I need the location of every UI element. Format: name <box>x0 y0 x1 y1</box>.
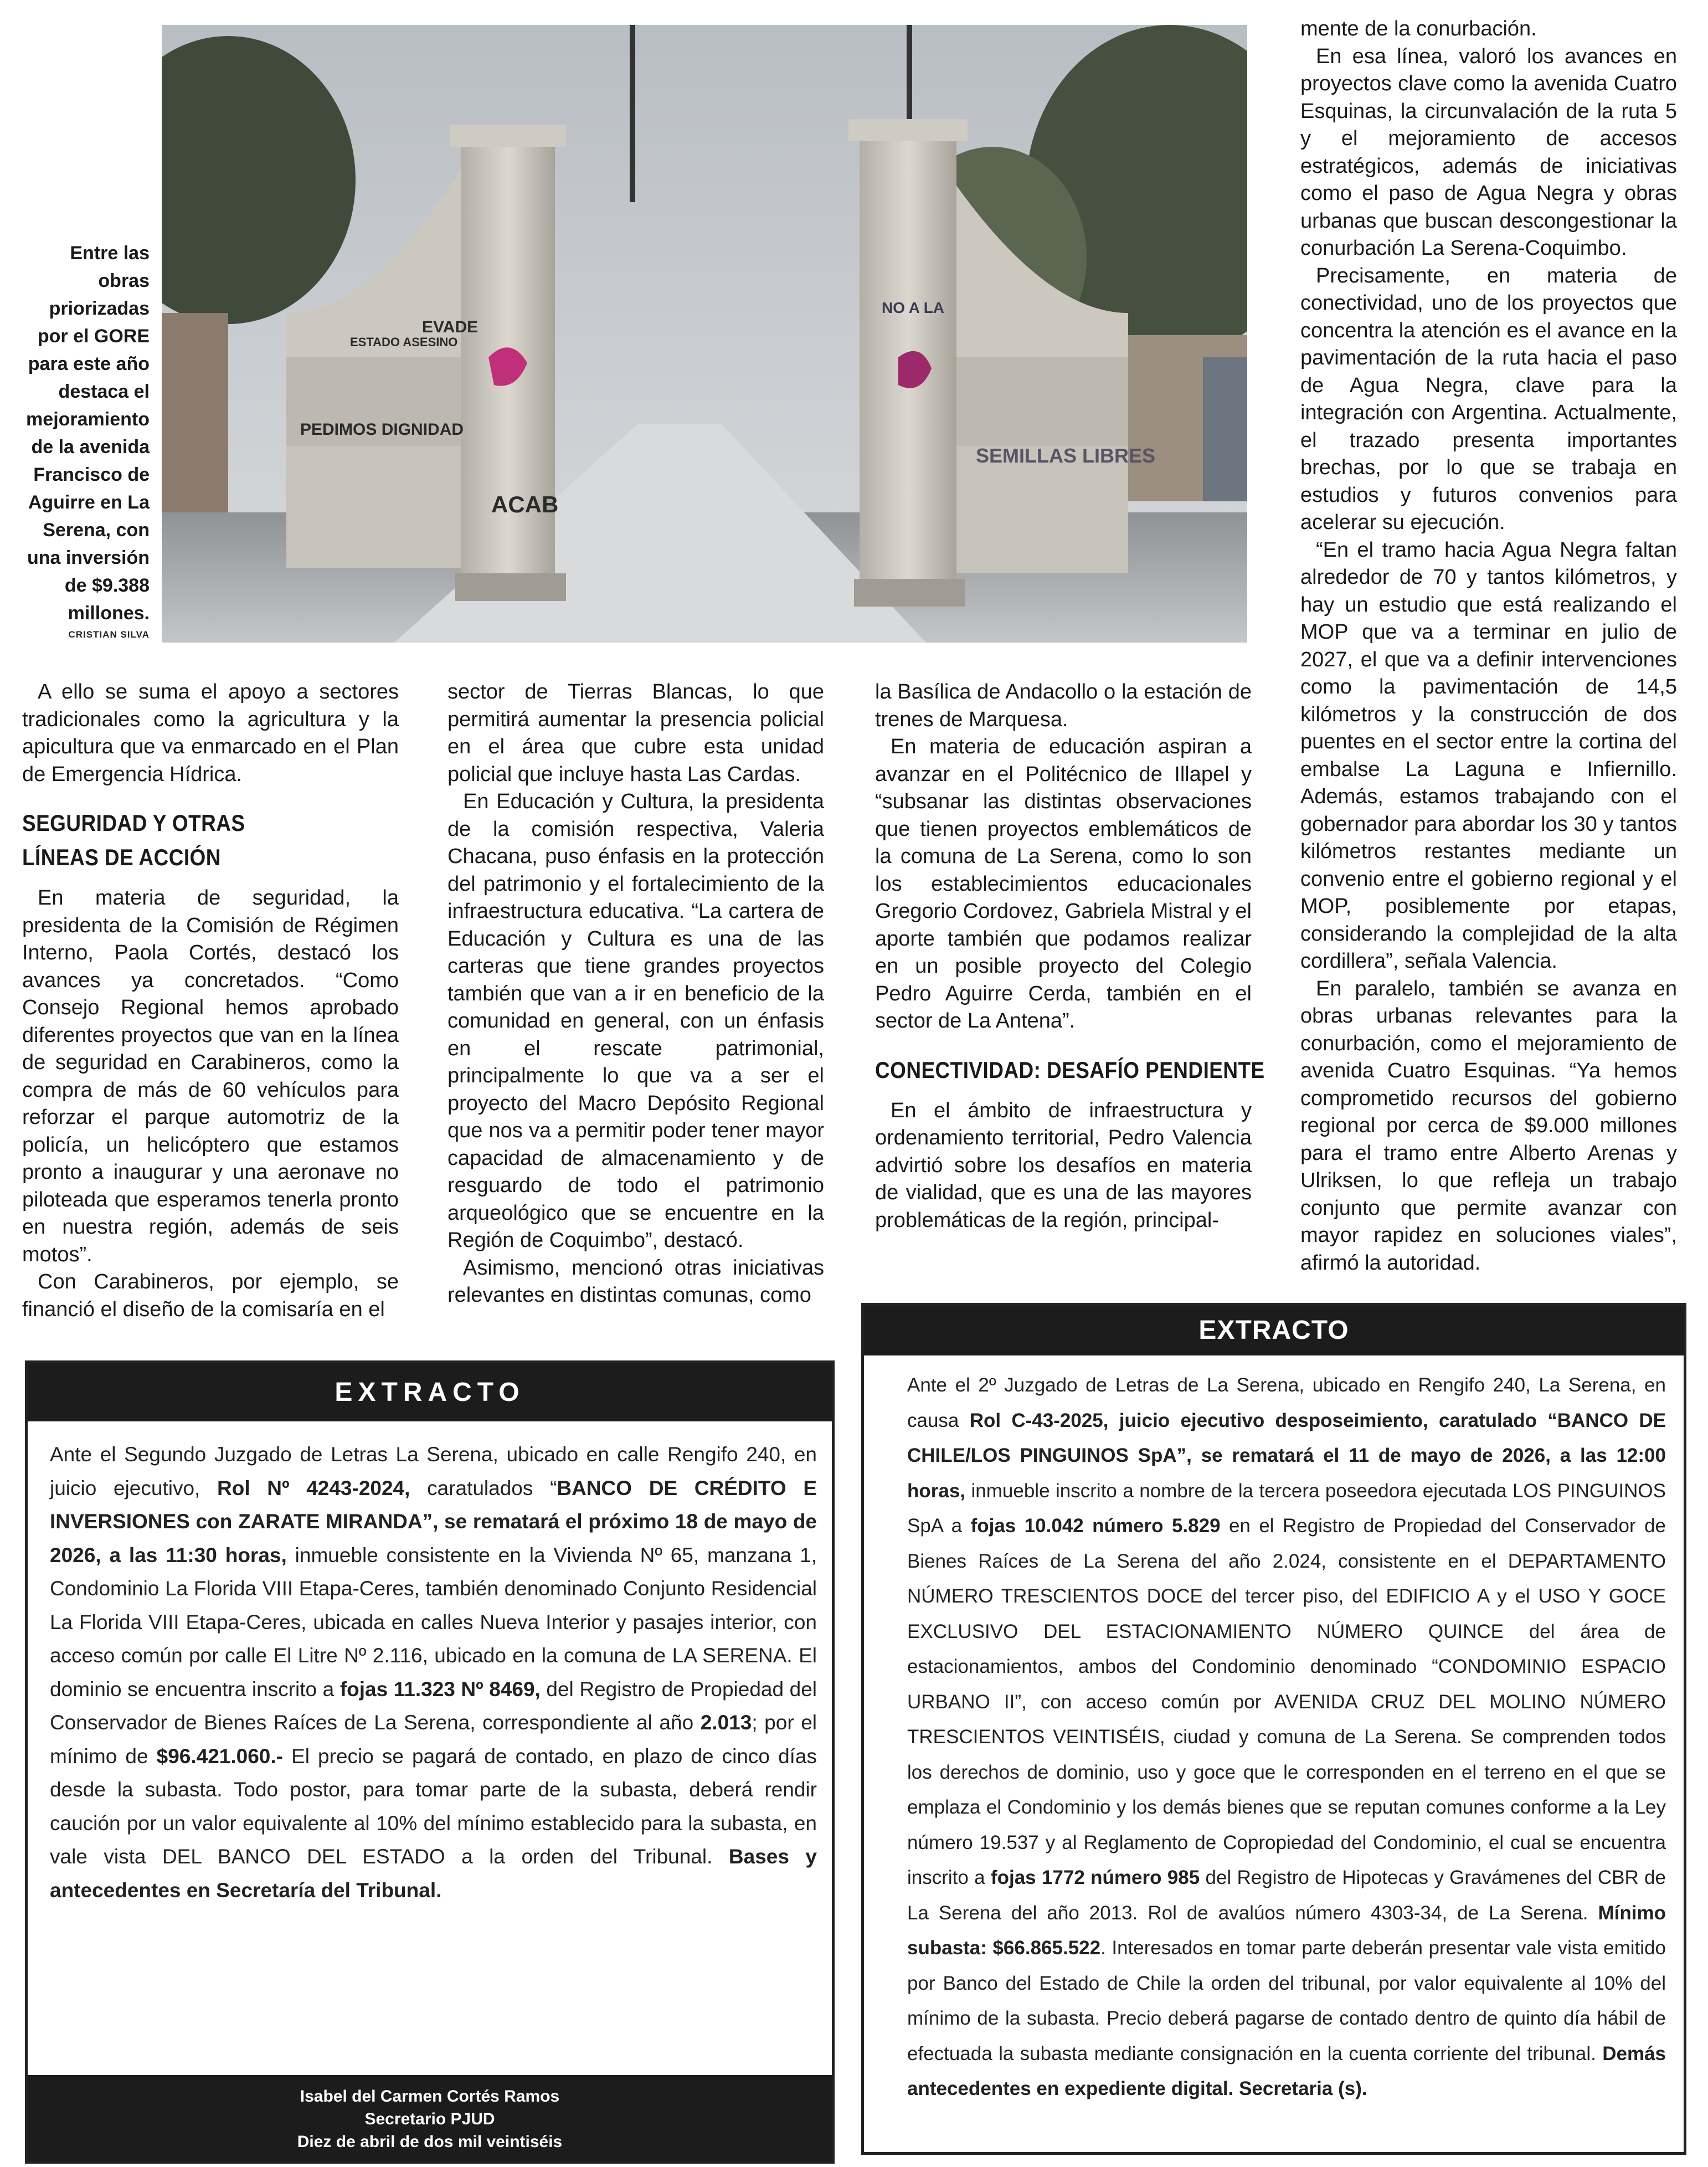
text-run-bold: Rol C-43-2025, juicio ejecutivo desposeimiento, caratulado “BANCO DE CHILE/LOS PINGUINOS SpA”, se rematará el 11 de mayo de 2026, a las 12:00 horas, <box>907 1409 1666 1502</box>
extracto-title: EXTRACTO <box>864 1306 1684 1355</box>
text-run: caratulados “ <box>410 1476 557 1500</box>
paragraph: En materia de seguridad, la presidenta de la Comisión de Régimen Interno, Paola Cortés, destacó los avances ya concretados. “Como Consejo Regional hemos aprobado diferentes proyectos que van en la línea de seguridad en Carabineros, como la compra de más de 60 vehículos para reforzar el parque automotriz de la policía, un helicóptero que estamos pronto a inaugurar y una aeronave no piloteada que esperamos tenerla pronto en nuestra región, además de seis motos”. <box>22 886 399 1266</box>
paragraph: Con Carabineros, por ejemplo, se financió el diseño de la comisaría en el <box>22 1270 399 1321</box>
extracto-body <box>907 1368 1666 2107</box>
text-run: Ante el 2º Juzgado de Letras de La Serena, ubicado en Rengifo 240, La Serena, en causa <box>907 1374 1666 1431</box>
photo-illustration <box>162 25 1247 643</box>
text-run-bold: Rol Nº 4243-2024, <box>217 1476 410 1500</box>
photo-plaza-gates <box>162 25 1247 643</box>
text-run: del Registro de Hipotecas y Gravámenes del CBR de La Serena del año 2013. Rol de avalúos número 4303-34, de La Serena. <box>907 1867 1666 1924</box>
paragraph: En materia de educación aspiran a avanzar en el Politécnico de Illapel y “subsanar las distintas observaciones que tienen proyectos emblemáticos de la comuna de La Serena, como lo son los establecimientos educacionales Gregorio Cordovez, Gabriela Mistral y el aporte también que podamos realizar en un posible proyecto del Colegio Pedro Aguirre Cerda, también en el sector de La Antena”. <box>875 735 1252 1033</box>
text-run-bold: Mínimo subasta: $66.865.522 <box>907 1902 1666 1959</box>
text-run: . Interesados en tomar parte deberán presentar vale vista emitido por Banco del Estado de Chile la orden del tribunal, por valor equivalente al 10% del mínimo de la subasta. Precio deberá pagarse de contado dentro de quinto día hábil de efectuada la subasta mediante consignación en la cuenta corriente del tribunal. <box>907 1937 1666 2065</box>
article-column-2 <box>447 679 824 1310</box>
text-run: inmueble consistente en la Vivienda Nº 65, manzana 1, Condominio La Florida VIII Etapa-Ceres, también denominado Conjunto Residencial La Florida VIII Etapa-Ceres, ubicada en calles Nueva Interior y pasajes interior, con acceso común por calle El Litre Nº 2.116, ubicado en la comuna de LA SERENA. El dominio se encuentra inscrito a <box>50 1543 817 1701</box>
text-run-bold: fojas 11.323 Nº 8469, <box>339 1677 541 1701</box>
text-run-bold: fojas 1772 número 985 <box>990 1867 1200 1888</box>
signature-date: Diez de abril de dos mil veintiséis <box>297 2133 563 2151</box>
article-column-3 <box>875 679 1265 1234</box>
signer-name: Isabel del Carmen Cortés Ramos <box>300 2087 560 2106</box>
extracto-body <box>50 1438 817 1907</box>
text-run-bold: Bases y antecedentes en Secretaría del Tribunal. <box>50 1845 817 1902</box>
graffiti-tag: ACAB <box>491 491 559 517</box>
text-run-bold: $96.421.060.- <box>156 1744 283 1768</box>
paragraph: “En el tramo hacia Agua Negra faltan alrededor de 70 y tantos kilómetros, y hay un estudio que está realizando el MOP que va a terminar en julio de 2027, el que va a definir intervenciones como la pavimentación de 14,5 kilómetros y la construcción de dos puentes en el sector entre la cortina del embalse La Laguna e Infiernillo. Además, estamos trabajando con el gobernador para abordar los 30 y tantos kilómetros restantes mediante un convenio entre el gobierno regional y el MOP, posiblemente por etapas, considerando la complejidad de la alta cordillera”, señala Valencia. <box>1300 538 1677 973</box>
text-run-bold: fojas 10.042 número 5.829 <box>970 1515 1221 1537</box>
text-run: ; por el mínimo de <box>50 1711 817 1768</box>
text-run: inmueble inscrito a nombre de la tercera poseedora ejecutada LOS PINGUINOS SpA a <box>907 1480 1666 1537</box>
heading-line: SEGURIDAD Y OTRAS <box>22 810 245 836</box>
graffiti-tag: ESTADO ASESINO <box>350 335 458 349</box>
text-run: Ante el Segundo Juzgado de Letras La Serena, ubicado en calle Rengifo 240, en juicio ejecutivo, <box>50 1443 817 1500</box>
graffiti-tag: PEDIMOS DIGNIDAD <box>300 420 464 439</box>
text-run-bold: BANCO DE CRÉDITO E INVERSIONES con ZARATE MIRANDA”, se rematará el próximo 18 de mayo de 2026, a las 11:30 horas, <box>50 1476 817 1567</box>
graffiti-tag: NO A LA <box>882 299 945 316</box>
graffiti-tag: EVADE <box>422 318 479 336</box>
section-heading-seguridad <box>22 806 353 875</box>
text-run: El precio se pagará de contado, en plazo de cinco días desde la subasta. Todo postor, para tomar parte de la subasta, deberá rendir caución por un valor equivalente al 10% del mínimo establecido para la subasta, en vale vista DEL BANCO DEL ESTADO a la orden del Tribunal. <box>50 1744 817 1868</box>
signer-role: Secretario PJUD <box>364 2110 495 2128</box>
heading-line: LÍNEAS DE ACCIÓN <box>22 844 221 870</box>
extracto-title: EXTRACTO <box>28 1363 832 1421</box>
legal-notice-extracto-1 <box>25 1360 835 2164</box>
text-run: en el Registro de Propiedad del Conservador de Bienes Raíces de La Serena del año 2.024, consistente en el DEPARTAMENTO NÚMERO TRESCIENTOS DOCE del tercer piso, del EDIFICIO A y el USO Y GOCE EXCLUSIVO DEL ESTACIONAMIENTO NÚMERO QUINCE del área de estacionamientos, ambos del Condominio denominado “CONDOMINIO ESPACIO URBANO II”, con acceso común por AVENIDA CRUZ DEL MOLINO NÚMERO TRESCIENTOS VEINTISÉIS, ciudad y comuna de La Serena. Se comprenden todos los derechos de dominio, uso y goce que le corresponden en el terreno en el que se emplaza el Condominio y los demás bienes que se reputan comunes conforme a la Ley número 19.537 y al Reglamento de Copropiedad del Condominio, el cual se encuentra inscrito a <box>907 1515 1666 1888</box>
text-run-bold: 2.013 <box>700 1711 752 1734</box>
paragraph: En el ámbito de infraestructura y ordenamiento territorial, Pedro Valencia advirtió sobre los desafíos en materia de vialidad, que es una de las mayores problemáticas de la región, principal- <box>875 1098 1252 1232</box>
paragraph: mente de la conurbación. <box>1300 17 1537 40</box>
text-run: del Registro de Propiedad del Conservador de Bienes Raíces de La Serena, correspondiente al año <box>50 1677 817 1734</box>
text-run-bold: Demás antecedentes en expediente digital. Secretaria (s). <box>907 2042 1666 2099</box>
extracto-signature <box>28 2075 832 2161</box>
paragraph: la Basílica de Andacollo o la estación de trenes de Marquesa. <box>875 680 1252 731</box>
paragraph: A ello se suma el apoyo a sectores tradicionales como la agricultura y la apicultura que va enmarcado en el Plan de Emergencia Hídrica. <box>22 680 399 786</box>
section-heading-conectividad: CONECTIVIDAD: DESAFÍO PENDIENTE <box>875 1056 1265 1083</box>
paragraph: En Educación y Cultura, la presidenta de la comisión respectiva, Valeria Chacana, puso énfasis en la protección del patrimonio y el fortalecimiento de la infraestructura educativa. “La cartera de Educación y Cultura es una de las carteras que tiene grandes proyectos también que van a ir en beneficio de la comunidad en general, con un énfasis en el rescate patrimonial, principalmente lo que va a ser el proyecto del Macro Depósito Regional que nos va a permitir poder tener mayor capacidad de almacenamiento y de resguardo de todo el patrimonio arqueológico que se encuentre en la Región de Coquimbo”, destacó. <box>447 790 824 1252</box>
photo-credit: CRISTIAN SILVA <box>68 629 150 640</box>
article-column-1 <box>22 679 399 1323</box>
legal-notice-extracto-2 <box>861 1303 1686 2155</box>
paragraph: sector de Tierras Blancas, lo que permitirá aumentar la presencia policial en el área que cubre esta unidad policial que incluye hasta Las Cardas. <box>447 680 824 786</box>
paragraph: En paralelo, también se avanza en obras urbanas relevantes para la conurbación, como el mejoramiento de avenida Cuatro Esquinas. “Ya hemos comprometido recursos del gobierno regional por cerca de $9.000 millones para el tramo entre Alberto Arenas y Ulriksen, lo que refleja un trabajo conjunto que permite avanzar con mayor rapidez en soluciones viales”, afirmó la autoridad. <box>1300 977 1677 1275</box>
article-column-4 <box>1300 16 1677 1277</box>
photo-caption: Entre las obras priorizadas por el GORE para este año destaca el mejoramiento de la avenida Francisco de Aguirre en La Serena, con una inversión de $9.388 millones. <box>26 243 150 624</box>
paragraph: En esa línea, valoró los avances en proyectos clave como la avenida Cuatro Esquinas, la circunvalación de la ruta 5 y el mejoramiento de accesos estratégicos, además de iniciativas como el paso de Agua Negra y obras urbanas que buscan descongestionar la conurbación La Serena-Coquimbo. <box>1300 44 1677 260</box>
paragraph: Precisamente, en materia de conectividad, uno de los proyectos que concentra la atención es el avance en la pavimentación de la ruta hacia el paso de Agua Negra, clave para la integración con Argentina. Actualmente, el trazado presenta importantes brechas, por lo que se trabaja en estudios y futuros convenios para acelerar su ejecución. <box>1300 264 1677 534</box>
paragraph: Asimismo, mencionó otras iniciativas relevantes en distintas comunas, como <box>447 1256 824 1307</box>
graffiti-tag: SEMILLAS LIBRES <box>976 444 1156 467</box>
